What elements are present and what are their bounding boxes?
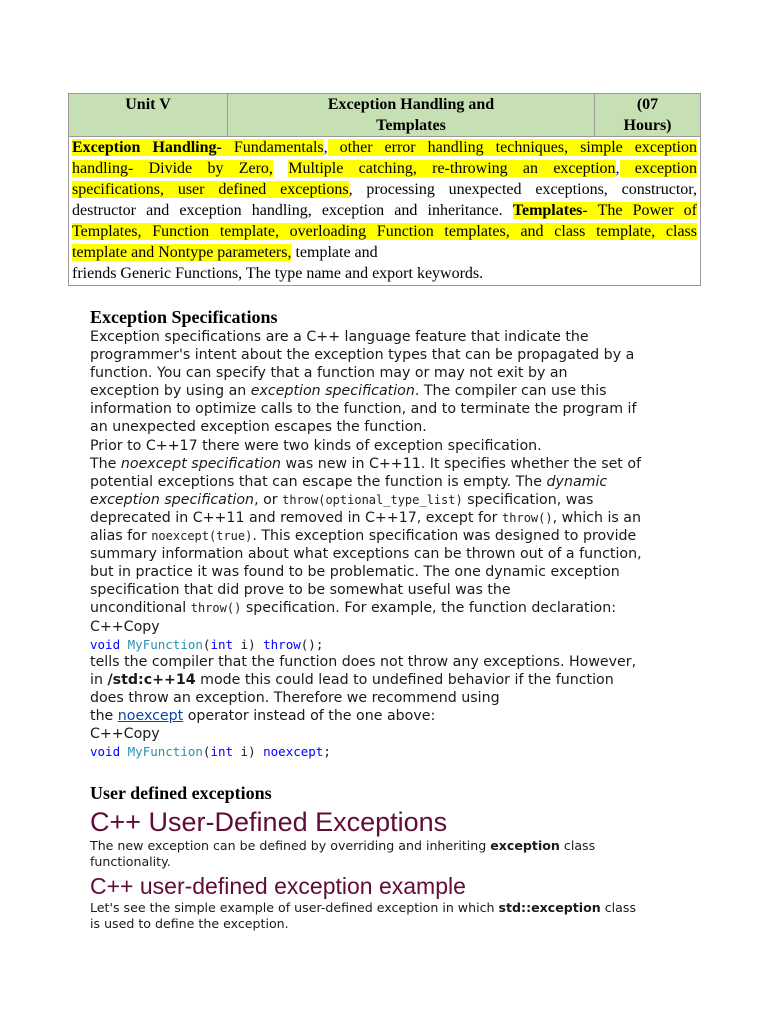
exception-specifications-heading: Exception Specifications <box>90 307 278 327</box>
exception-specs-paragraph-4: tells the compiler that the function does not throw any exceptions. However, in /std:c++14 mode this could lead to undefined behavior if the function does throw an exception. Therefore we recommend using the noexcept operator instead of the one above: C++Copy <box>90 653 690 743</box>
inline-code: throw(optional_type_list) <box>282 492 463 507</box>
unit-cell <box>69 94 228 137</box>
exception-specs-paragraph-1: Exception specifications are a C++ language feature that indicate the programmer's intent about the exception types that can be propagated by a function. You can specify that a function may or may not exit by an exception by using an exception specification. The compiler can use this information to optimize calls to the function, and to terminate the program if an unexpected exception escapes the function. <box>90 329 637 436</box>
templates-label: Templates <box>512 202 583 219</box>
code-block-1: void MyFunction(int i) throw(); <box>90 636 324 652</box>
content-line-2: handling- Divide by Zero, Multiple catching, re-throwing an exception, exception <box>72 160 697 177</box>
user-defined-example-title: C++ user-defined exception example <box>90 873 466 900</box>
exception-specs-paragraph-2: Prior to C++17 there were two kinds of exception specification. <box>90 437 542 454</box>
content-line-3: specifications, user defined exceptions, processing unexpected exceptions, constructor, <box>72 181 697 198</box>
syllabus-table <box>68 93 701 286</box>
table-header-row <box>69 94 701 137</box>
syllabus-content-cell <box>69 137 701 286</box>
content-line-1: Exception Handling- Fundamentals, other error handling techniques, simple exception <box>72 139 697 156</box>
user-defined-paragraph-1: The new exception can be defined by overriding and inheriting exception class functionality. <box>90 838 596 869</box>
table-content-row <box>69 137 701 286</box>
hours-line-1: (07 <box>636 96 659 113</box>
inline-code: throw() <box>190 601 242 616</box>
hours-cell <box>595 94 701 137</box>
exception-handling-label: Exception Handling- <box>72 139 222 156</box>
noexcept-link[interactable]: noexcept <box>117 707 184 724</box>
content-line-5: Templates, Function template, overloading Function templates, and class template, class <box>72 223 697 240</box>
unit-label: Unit V <box>125 96 171 113</box>
cpp-user-defined-exceptions-title: C++ User-Defined Exceptions <box>90 807 448 838</box>
topic-cell <box>228 94 595 137</box>
code-block-2: void MyFunction(int i) noexcept; <box>90 744 331 760</box>
topic-line-2: Templates <box>376 117 446 134</box>
user-defined-exceptions-heading: User defined exceptions <box>90 783 272 804</box>
exception-specs-paragraph-3: The noexcept specification was new in C++11. It specifies whether the set of potential exceptions that can escape the function is empty. The dynamic exception specification, or throw(optional_type_list) specification, was deprecated in C++11 and removed in C++17, except for throw(), which is an alias for noexcept(true). This exception specification was designed to provide summary information about what exceptions can be thrown out of a function, but in practice it was found to be problematic. The one dynamic exception specification that did prove to be somewhat useful was the unconditional throw() specification. For example, the function declaration: C++Copy <box>90 455 690 636</box>
topic-line-1: Exception Handling and <box>327 96 495 113</box>
hours-line-2: Hours) <box>623 117 672 134</box>
user-defined-paragraph-2: Let's see the simple example of user-defined exception in which std::exception class is used to define the exception. <box>90 900 637 931</box>
copy-label-2[interactable]: C++Copy <box>90 725 160 742</box>
inline-code: noexcept(true) <box>151 529 253 544</box>
copy-label-1[interactable]: C++Copy <box>90 618 160 635</box>
content-line-6: template and Nontype parameters, template and <box>72 244 378 261</box>
content-line-7: friends Generic Functions, The type name and export keywords. <box>72 265 484 282</box>
content-line-4: destructor and exception handling, exception and inheritance. Templates- The Power of <box>72 202 698 219</box>
inline-code: throw() <box>502 510 553 525</box>
article <box>90 306 690 931</box>
